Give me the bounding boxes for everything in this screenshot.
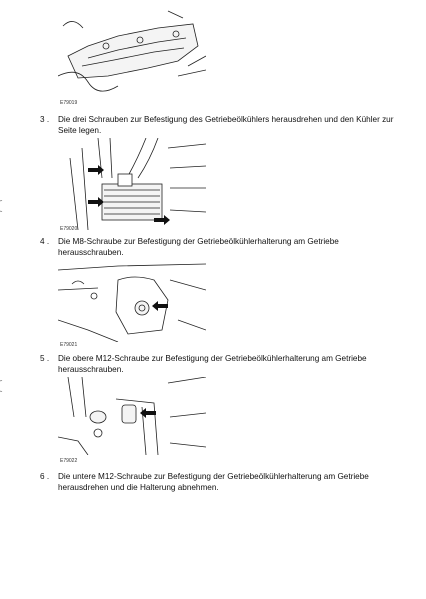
figure-3-code: E79021	[60, 342, 78, 348]
figure-1-drawing	[58, 6, 206, 92]
step-text: Die drei Schrauben zur Befestigung des Getriebeölkühlers herausdrehen und den Kühler zur Seite legen.	[58, 115, 394, 135]
step-number: 3 .	[40, 115, 50, 124]
step-text: Die M8-Schraube zur Befestigung der Getriebeölkühlerhalterung am Getriebe herausschrauben.	[58, 237, 339, 257]
step-5	[40, 354, 400, 375]
figure-2-code: E79020	[60, 226, 78, 232]
figure-3-drawing	[58, 260, 206, 342]
step-text: Die untere M12-Schraube zur Befestigung der Getriebeölkühlerhalterung am Getriebe herausdrehen und die Halterung abnehmen.	[58, 472, 369, 492]
step-number: 5 .	[40, 354, 50, 363]
step-text: Die obere M12-Schraube zur Befestigung der Getriebeölkühlerhalterung am Getriebe herausschrauben.	[58, 354, 367, 374]
step-number: 4 .	[40, 237, 50, 246]
figure-2-illustration	[58, 138, 206, 230]
figure-1-illustration	[58, 6, 206, 92]
figure-1-code: E79019	[60, 100, 78, 106]
step-6	[40, 472, 400, 493]
step-number: 6 .	[40, 472, 50, 481]
step-3	[40, 115, 400, 136]
figure-2-drawing	[58, 138, 206, 230]
figure-4-drawing	[58, 377, 206, 455]
figure-4-code: E79022	[60, 458, 78, 464]
punch-hole	[0, 378, 10, 395]
figure-4-illustration	[58, 377, 206, 455]
figure-3-illustration	[58, 260, 206, 342]
step-4	[40, 237, 400, 258]
punch-hole	[0, 198, 10, 215]
